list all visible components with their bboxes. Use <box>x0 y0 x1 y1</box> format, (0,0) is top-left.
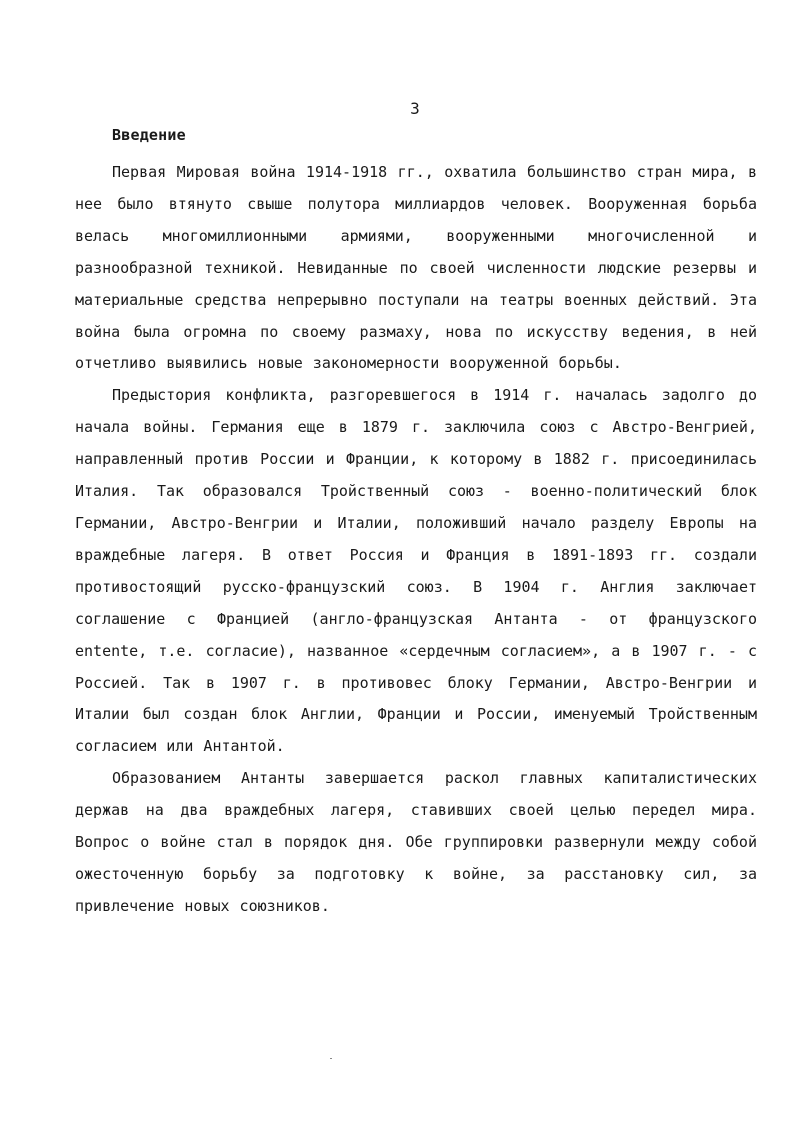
scan-speck <box>330 1058 332 1059</box>
paragraph-3: Образованием Антанты завершается раскол главных капиталистических держав на два враждебных лагеря, ставивших своей целью передел мира. Вопрос о войне стал в порядок дня. Обе группировки развернули между собой ожесточенную борьбу за подготовку к войне, за расстановку сил, за привлечение новых союзников. <box>75 769 757 915</box>
paragraph-2: Предыстория конфликта, разгоревшегося в 1914 г. началась задолго до начала войны. Германия еще в 1879 г. заключила союз с Австро-Венгрией, направленный против России и Франции, к которому в 1882 г. присоединилась Италия. Так образовался Тройственный союз - военно-политический блок Германии, Австро-Венгрии и Италии, положивший начало разделу Европы на враждебные лагеря. В ответ Россия и Франция в 1891-1893 гг. создали противостоящий русско-французский союз. В 1904 г. Англия заключает соглашение с Францией (англо-французская Антанта - от французского entente, т.е. согласие), названное «сердечным согласием», а в 1907 г. - с Россией. Так в 1907 г. в противовес блоку Германии, Австро-Венгрии и Италии был создан блок Англии, Франции и России, именуемый Тройственным согласием или Антантой. <box>75 386 757 756</box>
page-number: 3 <box>410 99 420 118</box>
paragraph-1: Первая Мировая война 1914-1918 гг., охватила большинство стран мира, в нее было втянуто свыше полутора миллиардов человек. Вооруженная борьба велась многомиллионными армиями, вооруженными многочисленной и разнообразной техникой. Невиданные по своей численности людские резервы и материальные средства непрерывно поступали на театры военных действий. Эта война была огромна по своему размаху, нова по искусству ведения, в ней отчетливо выявились новые закономерности вооруженной борьбы. <box>75 163 757 373</box>
section-heading: Введение <box>112 126 186 144</box>
body-text <box>75 157 757 923</box>
